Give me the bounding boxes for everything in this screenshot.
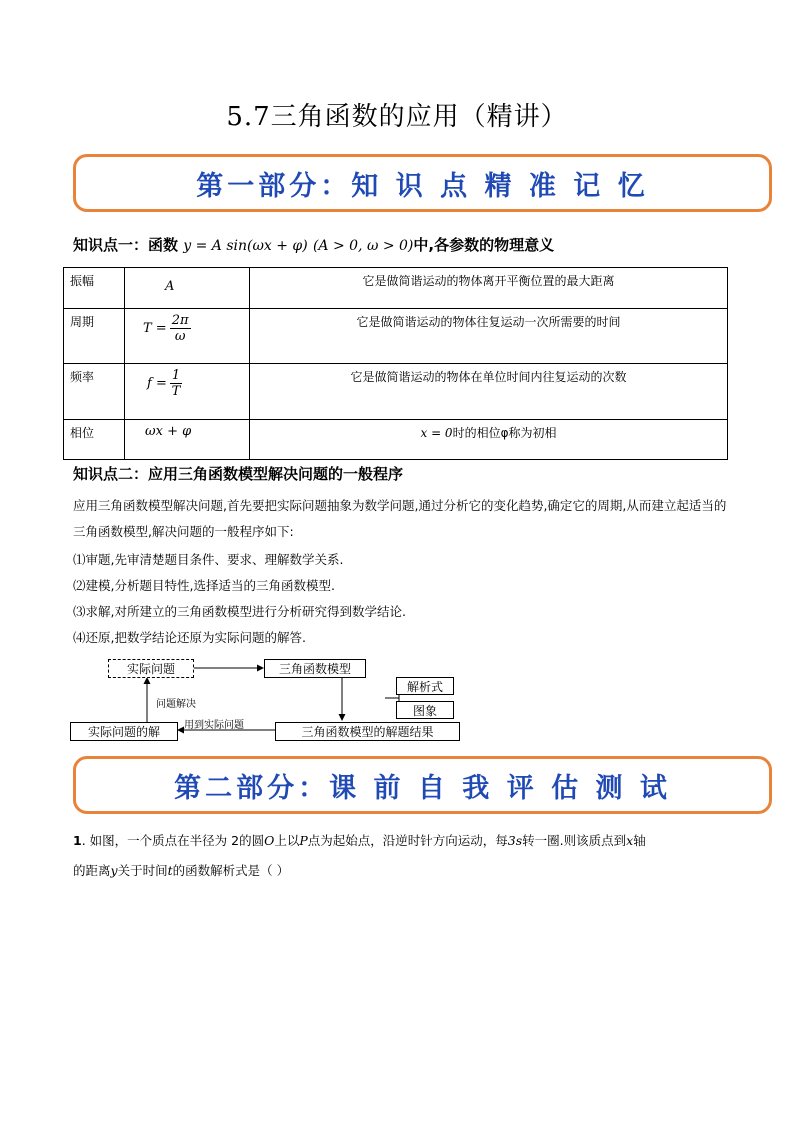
table-row: [64, 309, 728, 364]
knowledge-point-2-heading: 知识点二：应用三角函数模型解决问题的一般程序: [73, 465, 404, 483]
kp1-label: 知识点一：函数: [73, 236, 179, 254]
question-text: . 如图，一个质点在半径为 2的圆: [81, 833, 265, 848]
table-cell-symbol: [125, 364, 250, 420]
table-cell-symbol: ωx + φ: [125, 420, 250, 460]
table-cell-desc: [250, 420, 728, 460]
question-text: 转一圈.则该质点到: [522, 833, 627, 848]
flow-box-graph: 图象: [396, 701, 454, 719]
question-number: 1: [73, 833, 82, 848]
question-text: 的距离: [73, 863, 111, 878]
question-1-line-1: [73, 826, 733, 856]
fraction-numerator: 2π: [171, 313, 189, 328]
kp1-condition: (A > 0, ω > 0): [312, 238, 414, 254]
question-text: 的函数解析式是（ ）: [172, 863, 290, 878]
flow-label-apply: 用到实际问题: [184, 720, 244, 731]
table-cell-name: 振幅: [64, 268, 125, 309]
parameter-table: [63, 267, 728, 460]
fraction: [170, 313, 191, 344]
fraction-numerator: 1: [171, 368, 181, 383]
steps-list: [73, 547, 733, 651]
kp1-suffix: 中,各参数的物理意义: [413, 236, 555, 254]
flow-box-actual-problem: 实际问题: [108, 659, 194, 678]
fraction-denominator: ω: [174, 329, 186, 344]
table-cell-symbol: A: [125, 268, 250, 309]
fraction: [170, 368, 182, 399]
desc-math: x = 0: [420, 426, 453, 440]
intro-paragraph: 应用三角函数模型解决问题,首先要把实际问题抽象为数学问题,通过分析它的变化趋势,确定它的周期,从而建立起适当的三角函数模型,解决问题的一般程序如下:: [73, 498, 727, 539]
math-var: O: [264, 833, 275, 848]
table-cell-symbol: [125, 309, 250, 364]
kp1-formula: y = A sin(ωx + φ): [183, 238, 308, 254]
symbol-lhs: T =: [143, 321, 167, 336]
table-cell-desc: 它是做简谐运动的物体离开平衡位置的最大距离: [250, 268, 728, 309]
desc-text: 时的相位φ称为初相: [452, 426, 557, 440]
question-text: 轴: [633, 833, 646, 848]
question-text: 点为起始点，沿逆时针方向运动，每: [307, 833, 508, 848]
fraction-denominator: T: [171, 384, 181, 399]
symbol-lhs: f =: [147, 376, 167, 391]
page-title: 5.7三角函数的应用（精讲）: [226, 102, 568, 132]
table-row: [64, 420, 728, 460]
question-text: 上以: [274, 833, 300, 848]
question-1-line-2: [73, 856, 733, 886]
process-flowchart: [70, 656, 470, 744]
flow-box-trig-model: 三角函数模型: [264, 659, 366, 678]
question-1: [73, 826, 733, 886]
step-item: ⑴审题,先审清楚题目条件、要求、理解数学关系.: [73, 552, 344, 567]
math-var: x: [626, 833, 634, 848]
table-row: [64, 364, 728, 420]
step-item: ⑵建模,分析题目特性,选择适当的三角函数模型.: [73, 578, 335, 593]
table-row: [64, 268, 728, 309]
step-item: ⑶求解,对所建立的三角函数模型进行分析研究得到数学结论.: [73, 604, 406, 619]
math-var: P: [299, 833, 308, 848]
table-cell-desc: 它是做简谐运动的物体在单位时间内往复运动的次数: [250, 364, 728, 420]
flow-box-analytic: 解析式: [396, 677, 454, 695]
table-cell-desc: 它是做简谐运动的物体往复运动一次所需要的时间: [250, 309, 728, 364]
section-banner-1: 第一部分：知 识 点 精 准 记 忆: [73, 154, 772, 212]
math-var: t: [167, 863, 173, 878]
table-cell-name: 周期: [64, 309, 125, 364]
section-banner-2: 第二部分：课 前 自 我 评 估 测 试: [73, 756, 772, 814]
math-var: y: [110, 863, 118, 878]
knowledge-point-1-heading: [73, 234, 554, 255]
table-cell-name: 频率: [64, 364, 125, 420]
step-item: ⑷还原,把数学结论还原为实际问题的解答.: [73, 630, 306, 645]
flow-label-solve: 问题解决: [156, 699, 196, 710]
math-var: 3s: [507, 833, 523, 848]
question-text: 关于时间: [117, 863, 168, 878]
flow-box-solution-result: 三角函数模型的解题结果: [275, 722, 460, 741]
table-cell-name: 相位: [64, 420, 125, 460]
flow-box-actual-solution: 实际问题的解: [70, 722, 178, 741]
